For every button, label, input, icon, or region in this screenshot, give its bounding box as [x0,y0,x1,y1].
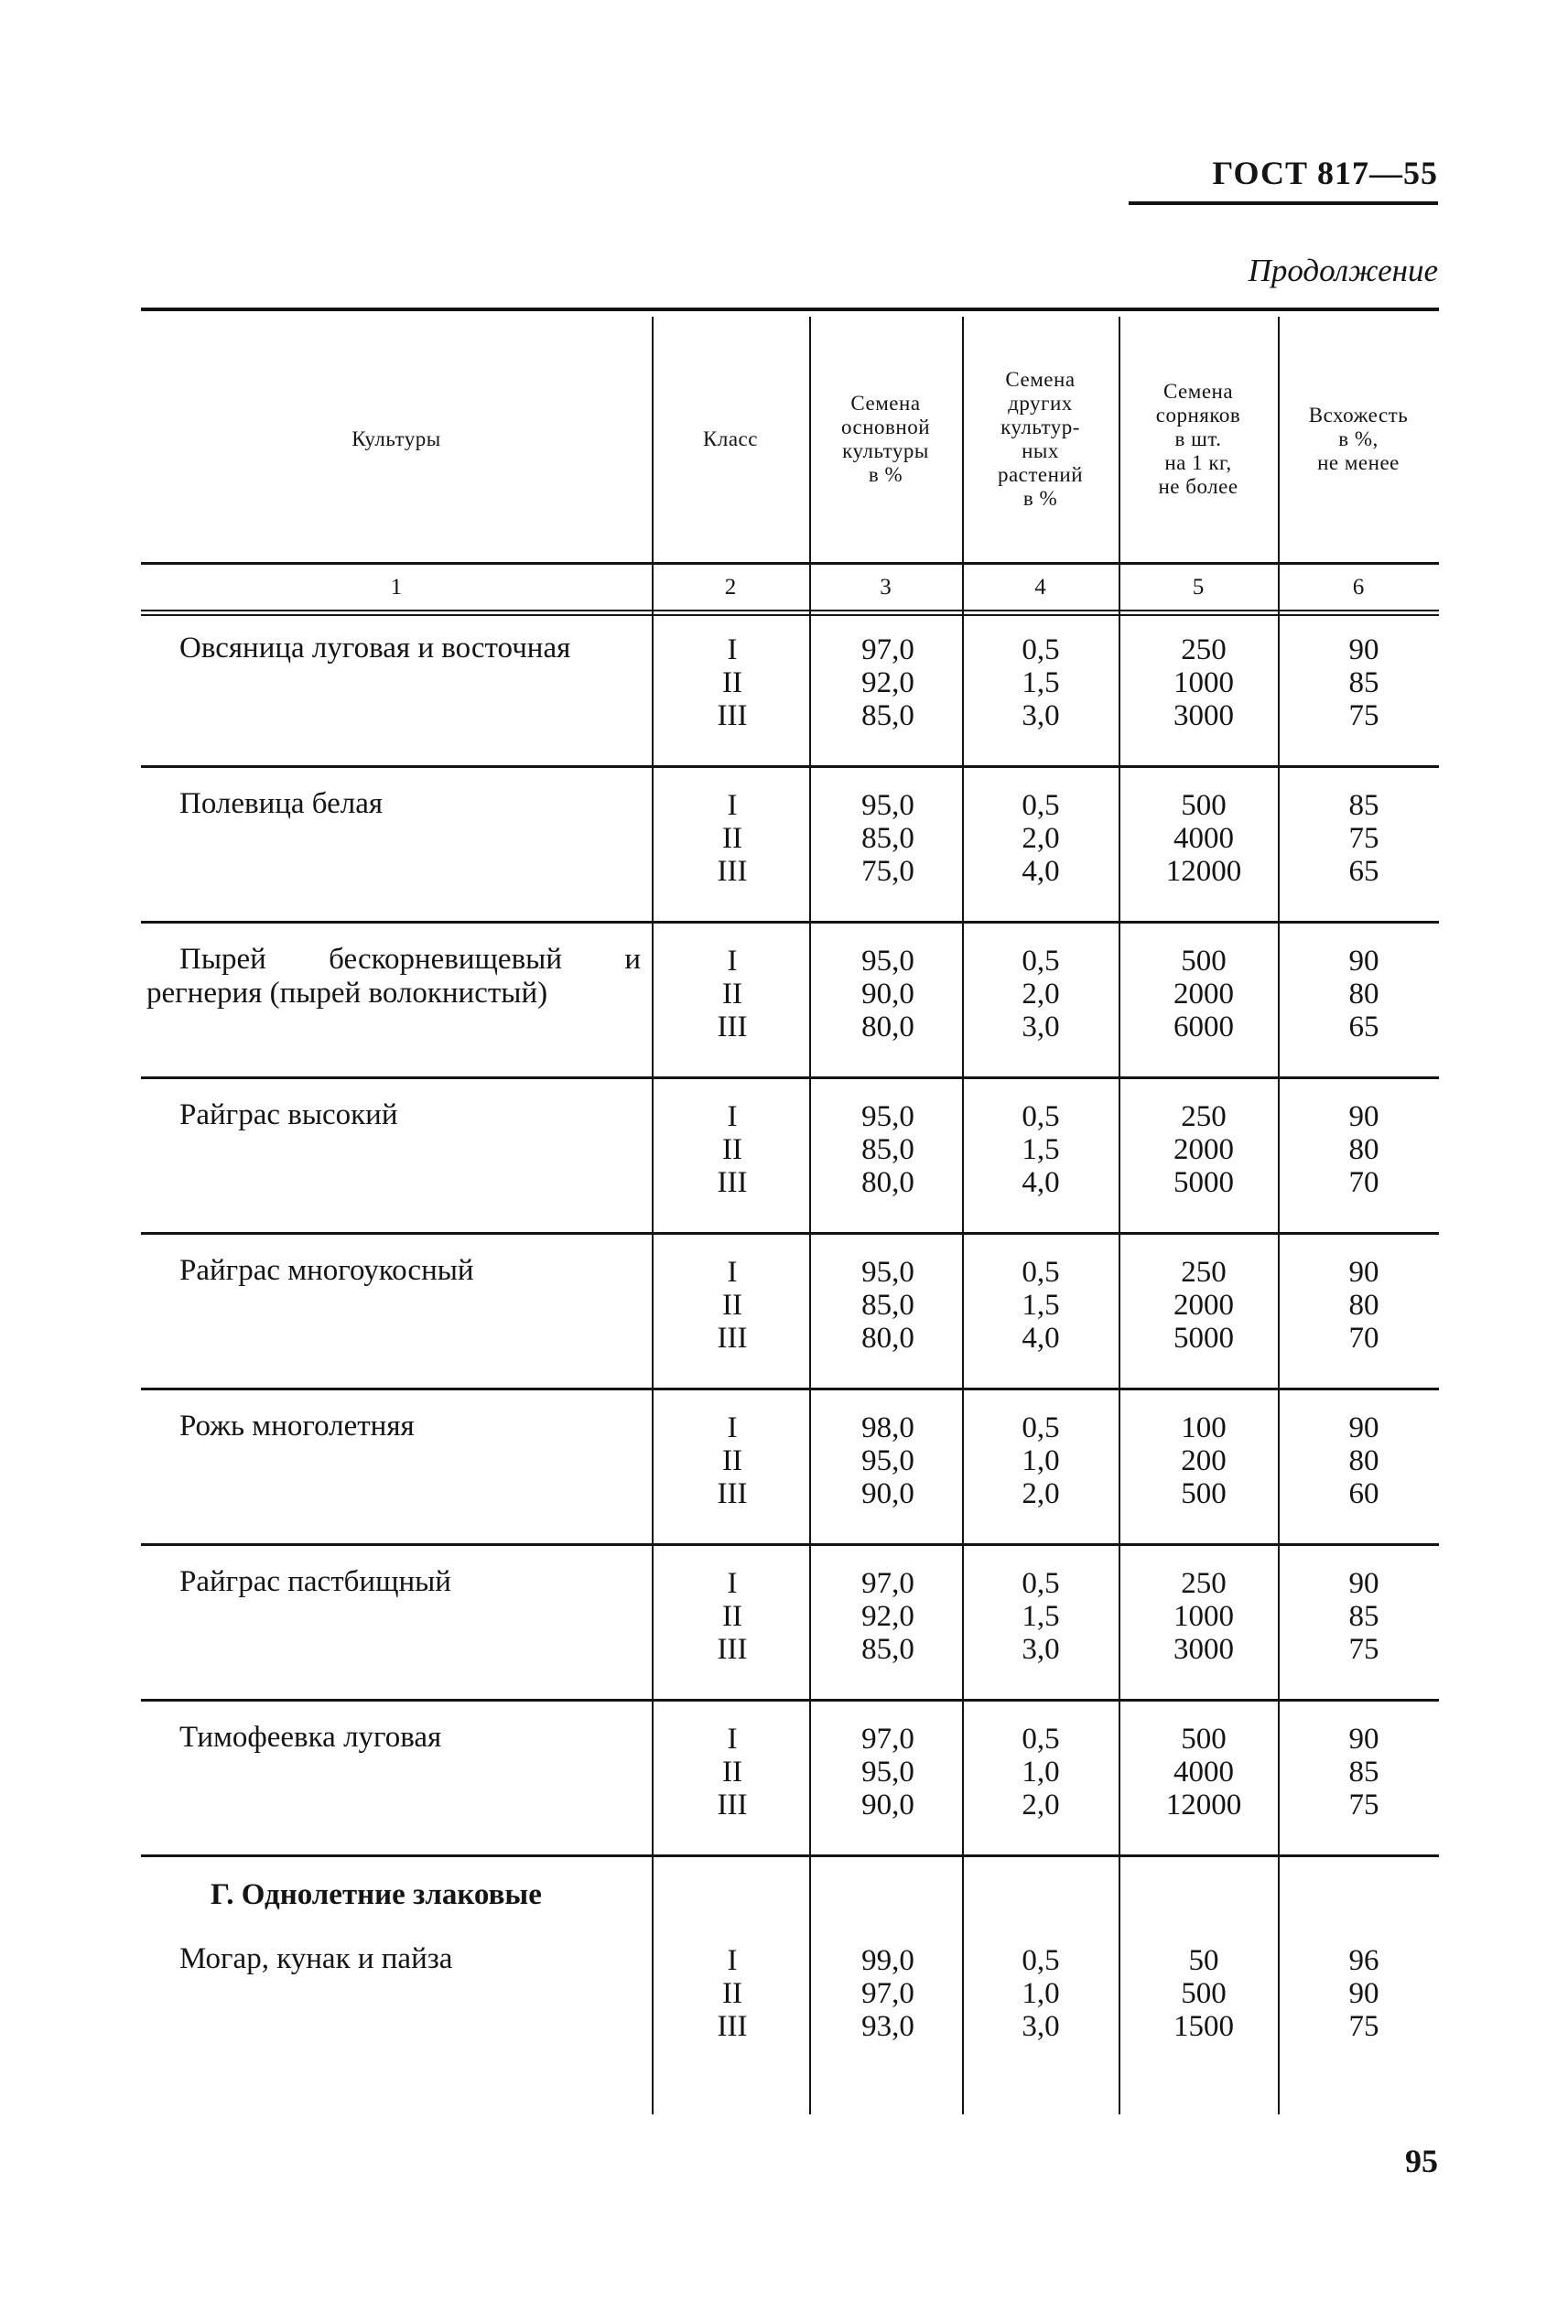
germination-values [1291,1256,1437,1355]
column-number: 1 [390,575,403,600]
table-cell: 500 [1181,1477,1227,1510]
table-cell: I [727,945,738,978]
table-cell: 70 [1348,1166,1379,1199]
germination-values [1291,633,1437,732]
table-cell: 0,5 [1022,945,1060,978]
table-cell: 12000 [1165,1789,1242,1821]
crop-name: Овсяница луговая и восточная [179,632,571,665]
table-cell: 4000 [1173,822,1234,855]
row-separator [141,765,1439,768]
main-seed-values [819,633,957,732]
table-cell: 2,0 [1022,822,1060,855]
column-header-line: растений [997,463,1084,486]
table-cell: 70 [1348,1322,1379,1355]
table-cell: 65 [1348,855,1379,888]
table-cell: 3,0 [1022,2010,1060,2043]
column-header [809,317,962,562]
class-values [677,789,787,888]
continuation-label: Продолжение [1248,253,1438,288]
table-cell: 85 [1348,666,1379,699]
table-cell: 95,0 [861,1100,914,1133]
table-cell: 85,0 [861,699,914,732]
column-header [141,317,652,562]
table-cell: I [727,1723,738,1756]
row-separator [141,921,1439,924]
column-number: 4 [1034,575,1046,600]
table-cell: 0,5 [1022,1411,1060,1444]
main-seed-values [819,945,957,1043]
table-cell: 3,0 [1022,1011,1060,1043]
column-header-line: других [1008,392,1073,415]
table-cell: 85 [1348,1600,1379,1633]
column-header-line: Семена [850,392,921,415]
class-values [677,1723,787,1821]
weed-values [1135,945,1272,1043]
table-cell: 250 [1181,1100,1227,1133]
table-cell: 75 [1348,1789,1379,1821]
crop-name: Рожь многолетняя [179,1410,415,1443]
weed-values [1135,633,1272,732]
table-cell: 500 [1181,945,1227,978]
table-cell: 2,0 [1022,1789,1060,1821]
crop-name: Райграс высокий [179,1098,398,1131]
table-cell: 85,0 [861,1133,914,1166]
column-header-text [1309,404,1408,475]
table-cell: II [722,978,742,1011]
column-header-line: ных [1022,439,1059,462]
other-seed-values [972,1723,1109,1821]
table-cell: 97,0 [861,1567,914,1600]
table-cell: II [722,666,742,699]
class-values [677,1411,787,1510]
table-cell: 2000 [1173,978,1234,1011]
table-cell: 93,0 [861,2010,914,2043]
main-seed-values [819,1567,957,1666]
table-cell: 100 [1181,1411,1227,1444]
table-cell: 95,0 [861,1444,914,1477]
table-cell: 0,5 [1022,789,1060,822]
table-cell: I [727,1256,738,1289]
table-cell: 2000 [1173,1289,1234,1322]
table-cell: 75 [1348,2010,1379,2043]
table-cell: 1,5 [1022,1600,1060,1633]
table-cell: 6000 [1173,1011,1234,1043]
table-cell: 500 [1181,789,1227,822]
weed-values [1135,789,1272,888]
table-cell: 96 [1348,1944,1379,1977]
table-cell: 500 [1181,1977,1227,2010]
table-cell: 0,5 [1022,1944,1060,1977]
table-cell: 85 [1348,1756,1379,1789]
class-values [677,1944,787,2043]
table-cell: III [717,2010,748,2043]
table-cell: 3,0 [1022,699,1060,732]
row-separator [141,1543,1439,1546]
crop-name: Тимофеевка луговая [179,1721,442,1754]
table-cell: 97,0 [861,633,914,666]
table-cell: 1,0 [1022,1977,1060,2010]
class-values [677,1567,787,1666]
table-cell: 97,0 [861,1723,914,1756]
column-header-line: культуры [842,439,929,462]
table-cell: 98,0 [861,1411,914,1444]
table-cell: 3000 [1173,1633,1234,1666]
germination-values [1291,1100,1437,1199]
table-cell: III [717,1477,748,1510]
table-cell: 85,0 [861,822,914,855]
column-header-line: не более [1158,475,1238,498]
table-cell: 1500 [1173,2010,1234,2043]
row-separator [141,1699,1439,1702]
column-header [1278,317,1439,562]
table-cell: 75 [1348,699,1379,732]
table-cell: 250 [1181,1567,1227,1600]
weed-values [1135,1944,1272,2043]
column-header-line: культур- [1000,416,1080,438]
row-separator [141,1854,1439,1857]
table-cell: III [717,855,748,888]
column-header [652,317,809,562]
table-cell: 90,0 [861,1789,914,1821]
table-cell: 97,0 [861,1977,914,2010]
table-cell: I [727,1100,738,1133]
table-cell: 90 [1348,1977,1379,2010]
table-cell: 95,0 [861,1256,914,1289]
table-cell: 4,0 [1022,1166,1060,1199]
table-cell: 90 [1348,1411,1379,1444]
document-code: ГОСТ 817—55 [1212,155,1438,191]
column-header-text [1156,380,1240,499]
table-cell: 1,0 [1022,1444,1060,1477]
main-seed-values [819,1411,957,1510]
column-number: 3 [880,575,892,600]
table-cell: 80,0 [861,1322,914,1355]
column-header-line: в шт. [1174,427,1222,450]
table-cell: 80,0 [861,1166,914,1199]
table-cell: II [722,1977,742,2010]
table-cell: II [722,1133,742,1166]
column-number: 2 [724,575,737,600]
class-values [677,1100,787,1199]
other-seed-values [972,945,1109,1043]
column-header-line: в %, [1338,427,1379,450]
table-cell: 90 [1348,945,1379,978]
table-cell: 75 [1348,822,1379,855]
table-cell: 60 [1348,1477,1379,1510]
weed-values [1135,1723,1272,1821]
germination-values [1291,789,1437,888]
column-header-line: основной [840,416,931,438]
table-cell: 3000 [1173,699,1234,732]
table-cell: 2000 [1173,1133,1234,1166]
weed-values [1135,1256,1272,1355]
column-header-line: сорняков [1155,404,1241,427]
header-bottom-rule [141,562,1439,565]
table-cell: 1,0 [1022,1756,1060,1789]
table-cell: III [717,1789,748,1821]
table-cell: I [727,1944,738,1977]
main-seed-values [819,1100,957,1199]
class-values [677,1256,787,1355]
column-header-text [998,368,1083,511]
crop-name: Полевица белая [179,787,384,820]
table-cell: 1,5 [1022,1289,1060,1322]
table-cell: 250 [1181,633,1227,666]
table-top-rule [141,308,1439,311]
table-cell: II [722,822,742,855]
class-values [677,945,787,1043]
weed-values [1135,1100,1272,1199]
crop-name: Могар, кунак и пайза [179,1942,453,1975]
table-cell: 3,0 [1022,1633,1060,1666]
table-cell: 80,0 [861,1011,914,1043]
other-seed-values [972,1256,1109,1355]
main-seed-values [819,1723,957,1821]
page-number: 95 [1405,2143,1438,2179]
table-cell: II [722,1600,742,1633]
table-cell: 1,5 [1022,666,1060,699]
table-cell: 85 [1348,789,1379,822]
header-rule [1129,201,1438,205]
numbers-bottom-rule [141,610,1439,616]
table-cell: 4,0 [1022,855,1060,888]
table-cell: 95,0 [861,1756,914,1789]
table-cell: 5000 [1173,1322,1234,1355]
weed-values [1135,1567,1272,1666]
class-values [677,633,787,732]
table-cell: 12000 [1165,855,1242,888]
table-cell: I [727,789,738,822]
table-cell: 80 [1348,1133,1379,1166]
table-cell: 80 [1348,1289,1379,1322]
table-cell: 5000 [1173,1166,1234,1199]
table-cell: 80 [1348,978,1379,1011]
other-seed-values [972,633,1109,732]
table-cell: 200 [1181,1444,1227,1477]
table-cell: 90 [1348,1100,1379,1133]
germination-values [1291,1411,1437,1510]
column-header-line: Всхожесть [1308,404,1409,427]
table-cell: 500 [1181,1723,1227,1756]
table-cell: 99,0 [861,1944,914,1977]
table-cell: 2,0 [1022,978,1060,1011]
table-cell: 0,5 [1022,1723,1060,1756]
column-header [1119,317,1278,562]
table-cell: 92,0 [861,1600,914,1633]
table-cell: 92,0 [861,666,914,699]
column-header-line: Семена [1162,380,1234,403]
table-cell: II [722,1289,742,1322]
weed-values [1135,1411,1272,1510]
crop-name: Райграс пастбищный [179,1565,451,1598]
table-cell: 2,0 [1022,1477,1060,1510]
column-number: 5 [1192,575,1205,600]
table-cell: 90 [1348,1723,1379,1756]
germination-values [1291,1567,1437,1666]
column-header-line: Класс [703,427,758,450]
table-cell: 85,0 [861,1289,914,1322]
table-cell: III [717,699,748,732]
section-title: Г. Однолетние злаковые [211,1878,542,1911]
other-seed-values [972,1567,1109,1666]
table-cell: 50 [1188,1944,1219,1977]
column-header-text [351,427,440,451]
column-header-line: не менее [1317,451,1400,474]
table-cell: III [717,1322,748,1355]
table-cell: 0,5 [1022,1567,1060,1600]
table-cell: I [727,633,738,666]
other-seed-values [972,1100,1109,1199]
table-cell: 250 [1181,1256,1227,1289]
table-cell: 65 [1348,1011,1379,1043]
table-cell: 1,5 [1022,1133,1060,1166]
column-header [962,317,1119,562]
crop-name: Райграс многоукосный [179,1254,474,1287]
table-cell: 4,0 [1022,1322,1060,1355]
table-cell: III [717,1166,748,1199]
table-cell: III [717,1633,748,1666]
column-header-line: Культуры [351,427,441,450]
germination-values [1291,1944,1437,2043]
table-cell: 75,0 [861,855,914,888]
row-separator [141,1232,1439,1235]
column-header-line: в % [868,463,903,486]
other-seed-values [972,1411,1109,1510]
table-cell: 90 [1348,1567,1379,1600]
column-header-line: Семена [1005,368,1076,391]
main-seed-values [819,1256,957,1355]
table-cell: II [722,1444,742,1477]
crop-name: Пырей бескорневищевый и регнерия (пырей волокнистый) [146,943,641,1010]
column-number: 6 [1352,575,1365,600]
table-cell: I [727,1411,738,1444]
row-separator [141,1388,1439,1390]
column-header-line: в % [1022,487,1058,510]
table-cell: 1000 [1173,1600,1234,1633]
table-cell: 90 [1348,633,1379,666]
column-header-text [703,427,758,451]
main-seed-values [819,789,957,888]
table-cell: 1000 [1173,666,1234,699]
other-seed-values [972,1944,1109,2043]
germination-values [1291,945,1437,1043]
table-cell: 90,0 [861,1477,914,1510]
other-seed-values [972,789,1109,888]
table-cell: 0,5 [1022,633,1060,666]
table-cell: 95,0 [861,945,914,978]
table-cell: II [722,1756,742,1789]
column-header-line: на 1 кг, [1164,451,1232,474]
main-seed-values [819,1944,957,2043]
table-cell: 90 [1348,1256,1379,1289]
table-cell: 95,0 [861,789,914,822]
column-header-text [841,392,930,487]
table-cell: 0,5 [1022,1100,1060,1133]
table-cell: 85,0 [861,1633,914,1666]
table-cell: 0,5 [1022,1256,1060,1289]
table-cell: I [727,1567,738,1600]
germination-values [1291,1723,1437,1821]
table-cell: 90,0 [861,978,914,1011]
row-separator [141,1076,1439,1079]
table-cell: 4000 [1173,1756,1234,1789]
table-cell: 75 [1348,1633,1379,1666]
table-cell: 80 [1348,1444,1379,1477]
table-cell: III [717,1011,748,1043]
